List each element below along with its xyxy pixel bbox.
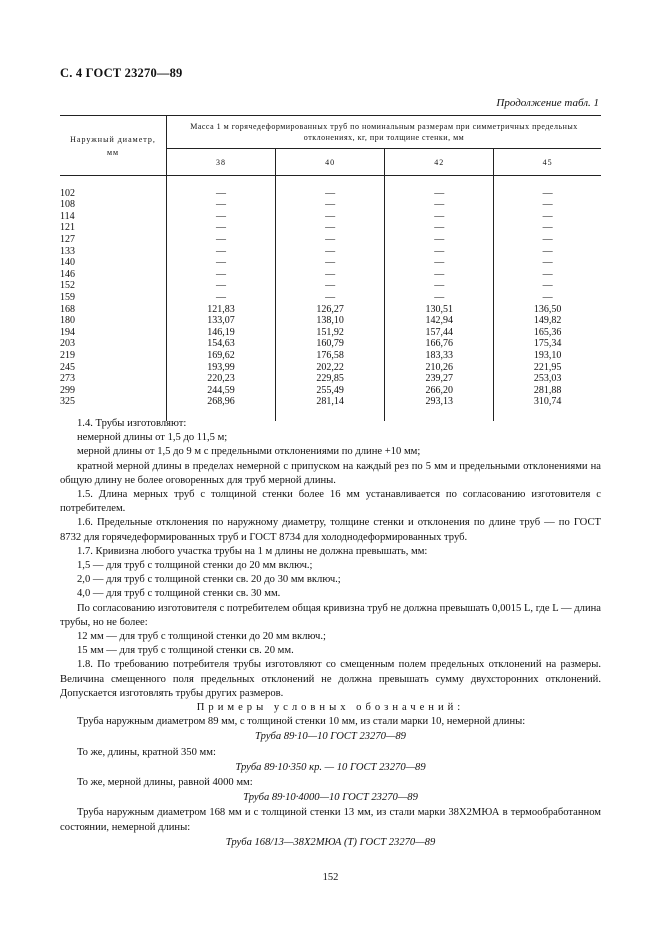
example-3-designation: Труба 89·10·4000—10 ГОСТ 23270—89 xyxy=(243,792,418,804)
mass-cell: 220,23 xyxy=(167,373,276,385)
total-curvature-item-1: 12 мм — для труб с толщиной стенки до 20 мм включ.; xyxy=(77,631,326,643)
page-number: 152 xyxy=(322,872,339,883)
mass-cell: 176,58 xyxy=(276,350,385,362)
table-row xyxy=(60,373,601,385)
table-row xyxy=(60,362,601,374)
mass-cell: 175,34 xyxy=(533,338,562,350)
mass-cell: 202,22 xyxy=(276,362,385,374)
table-row xyxy=(60,234,601,246)
curvature-item-2: 2,0 — для труб с толщиной стенки св. 20 до 30 мм включ.; xyxy=(77,574,341,586)
mass-cell: 146,19 xyxy=(167,327,276,339)
total-curvature-item-2: 15 мм — для труб с толщиной стенки св. 20 мм. xyxy=(77,645,294,657)
mass-cell: 130,51 xyxy=(385,304,494,316)
diameter-cell: 102 xyxy=(60,188,167,200)
body-text xyxy=(60,417,601,851)
diameter-cell: 245 xyxy=(60,362,167,374)
mass-cell: 154,63 xyxy=(167,338,276,350)
mass-cell: — xyxy=(167,188,276,200)
example-4-designation: Труба 168/13—38Х2МЮА (Т) ГОСТ 23270—89 xyxy=(225,836,436,848)
paragraph-nonmeasured-length: немерной длины от 1,5 до 11,5 м; xyxy=(77,432,228,444)
mass-cell: — xyxy=(276,211,385,223)
mass-cell: 266,20 xyxy=(385,385,494,397)
mass-cell: — xyxy=(542,257,553,269)
mass-cell: — xyxy=(385,211,494,223)
table-row xyxy=(60,211,601,223)
curvature-item-3: 4,0 — для труб с толщиной стенки св. 30 мм. xyxy=(77,588,281,600)
diameter-cell: 203 xyxy=(60,338,167,350)
mass-table-body xyxy=(60,176,601,421)
mass-cell: — xyxy=(385,246,494,258)
mass-cell: 183,33 xyxy=(385,350,494,362)
wall-thickness-header: 42 xyxy=(385,149,494,176)
wall-thickness-header: 45 xyxy=(494,149,601,176)
diameter-cell: 146 xyxy=(60,269,167,281)
diameter-cell: 299 xyxy=(60,385,167,397)
mass-cell: — xyxy=(276,222,385,234)
diameter-cell: 127 xyxy=(60,234,167,246)
paragraph-total-curvature: По согласованию изготовителя с потребителем общая кривизна труб не должна превышать 0,0015 L, где L — длина трубы, но не более: xyxy=(60,602,601,628)
table-row xyxy=(60,188,601,200)
table-row xyxy=(60,199,601,211)
example-1-designation: Труба 89·10—10 ГОСТ 23270—89 xyxy=(255,731,406,743)
mass-cell: — xyxy=(276,269,385,281)
mass-cell: 310,74 xyxy=(533,396,562,408)
paragraph-1-6: 1.6. Предельные отклонения по наружному диаметру, толщине стенки и отклонения по длине труб — по ГОСТ 8732 для горячедеформированных труб и ГОСТ 8734 для холоднодеформированных труб. xyxy=(60,517,601,543)
mass-cell: — xyxy=(167,199,276,211)
mass-cell: 166,76 xyxy=(385,338,494,350)
diameter-cell: 194 xyxy=(60,327,167,339)
mass-cell: — xyxy=(385,257,494,269)
mass-cell: — xyxy=(385,292,494,304)
mass-cell: — xyxy=(385,199,494,211)
mass-cell: 253,03 xyxy=(533,373,562,385)
diameter-cell: 168 xyxy=(60,304,167,316)
mass-cell: — xyxy=(542,222,553,234)
paragraph-multiple-length: кратной мерной длины в пределах немерной с припуском на каждый рез по 5 мм и предельными отклонениями на общую длину не более оговоренных для труб мерной длины. xyxy=(60,460,601,486)
mass-cell: 160,79 xyxy=(276,338,385,350)
mass-cell: — xyxy=(542,268,553,280)
table-row xyxy=(60,304,601,316)
mass-cell: 138,10 xyxy=(276,315,385,327)
mass-cell: 210,26 xyxy=(385,362,494,374)
diameter-cell: 180 xyxy=(60,315,167,327)
example-2-text: То же, длины, кратной 350 мм: xyxy=(77,746,216,758)
mass-cell: — xyxy=(385,188,494,200)
mass-cell: 133,07 xyxy=(167,315,276,327)
paragraph-1-7: 1.7. Кривизна любого участка трубы на 1 м длины не должна превышать, мм: xyxy=(77,545,428,557)
table-spacer-row xyxy=(60,176,601,188)
diameter-cell: 159 xyxy=(60,292,167,304)
table-row xyxy=(60,280,601,292)
mass-cell: 268,96 xyxy=(167,396,276,408)
paragraph-1-5: 1.5. Длина мерных труб с толщиной стенки более 16 мм устанавливается по согласованию изготовителя с потребителем. xyxy=(60,489,601,515)
mass-table xyxy=(60,115,601,421)
mass-cell: 281,88 xyxy=(533,384,562,396)
mass-cell: — xyxy=(276,257,385,269)
example-1-text: Труба наружным диаметром 89 мм, с толщиной стенки 10 мм, из стали марки 10, немерной длины: xyxy=(77,716,526,728)
diameter-column-header: Наружный диаметр, мм xyxy=(60,116,167,176)
diameter-cell: 219 xyxy=(60,350,167,362)
mass-cell: 136,50 xyxy=(533,303,562,315)
table-continuation-label: Продолжение табл. 1 xyxy=(496,97,599,109)
mass-cell: 255,49 xyxy=(276,385,385,397)
table-row xyxy=(60,327,601,339)
diameter-cell: 325 xyxy=(60,396,167,408)
mass-cell: — xyxy=(542,210,553,222)
mass-cell: 126,27 xyxy=(276,304,385,316)
wall-thickness-header: 38 xyxy=(167,149,276,176)
table-row xyxy=(60,222,601,234)
mass-cell: — xyxy=(276,292,385,304)
diameter-cell: 108 xyxy=(60,199,167,211)
mass-cell: 142,94 xyxy=(385,315,494,327)
diameter-cell: 114 xyxy=(60,211,167,223)
mass-cell: — xyxy=(542,245,553,257)
diameter-cell: 140 xyxy=(60,257,167,269)
table-row xyxy=(60,246,601,258)
mass-cell: — xyxy=(542,187,553,199)
mass-cell: 149,82 xyxy=(533,315,562,327)
mass-cell: — xyxy=(167,269,276,281)
diameter-cell: 273 xyxy=(60,373,167,385)
mass-cell: — xyxy=(385,280,494,292)
mass-cell: 121,83 xyxy=(167,304,276,316)
table-row xyxy=(60,350,601,362)
table-row xyxy=(60,315,601,327)
table-row xyxy=(60,385,601,397)
mass-cell: — xyxy=(542,291,553,303)
mass-cell: — xyxy=(542,280,553,292)
table-row xyxy=(60,257,601,269)
mass-cell: — xyxy=(542,233,553,245)
mass-cell: — xyxy=(276,234,385,246)
paragraph-1-4: 1.4. Трубы изготовляют: xyxy=(77,418,187,429)
table-row xyxy=(60,338,601,350)
mass-cell: 169,62 xyxy=(167,350,276,362)
mass-cell: — xyxy=(167,292,276,304)
example-2-designation: Труба 89·10·350 кр. — 10 ГОСТ 23270—89 xyxy=(235,761,426,773)
mass-cell: 165,36 xyxy=(533,326,562,338)
example-4-text: Труба наружным диаметром 168 мм и с толщиной стенки 13 мм, из стали марки 38Х2МЮА в термообработанном состоянии, немерной длины: xyxy=(60,807,601,833)
mass-cell: — xyxy=(276,280,385,292)
mass-group-header: Масса 1 м горячедеформированных труб по номинальным размерам при симметричных предельных отклонениях, кг, при толщине стенки, мм xyxy=(167,116,602,149)
mass-cell: — xyxy=(167,234,276,246)
mass-cell: 293,13 xyxy=(385,396,494,408)
mass-cell: 229,85 xyxy=(276,373,385,385)
diameter-cell: 121 xyxy=(60,222,167,234)
mass-cell: 281,14 xyxy=(276,396,385,408)
mass-cell: 221,95 xyxy=(533,361,562,373)
example-3-text: То же, мерной длины, равной 4000 мм: xyxy=(77,777,253,789)
mass-cell: — xyxy=(385,234,494,246)
curvature-item-1: 1,5 — для труб с толщиной стенки до 20 мм включ.; xyxy=(77,560,313,572)
diameter-cell: 133 xyxy=(60,246,167,258)
mass-cell: 193,99 xyxy=(167,362,276,374)
mass-cell: — xyxy=(167,280,276,292)
mass-cell: — xyxy=(542,199,553,211)
mass-cell: — xyxy=(385,269,494,281)
mass-cell: 239,27 xyxy=(385,373,494,385)
table-row xyxy=(60,292,601,304)
mass-cell: — xyxy=(276,199,385,211)
mass-cell: — xyxy=(167,246,276,258)
mass-cell: 157,44 xyxy=(385,327,494,339)
mass-cell: 193,10 xyxy=(533,349,562,361)
mass-cell: — xyxy=(167,211,276,223)
mass-cell: — xyxy=(385,222,494,234)
wall-thickness-header: 40 xyxy=(276,149,385,176)
table-row xyxy=(60,269,601,281)
diameter-cell: 152 xyxy=(60,280,167,292)
mass-cell: — xyxy=(276,188,385,200)
table-row xyxy=(60,396,601,408)
paragraph-1-8: 1.8. По требованию потребителя трубы изготовляют со смещенным полем предельных отклонений на размеры. Величина смещенного поля предельных отклонений не должна превышать сумму двухсторонних отклонений. Допускается изготовлять трубы других размеров. xyxy=(60,659,601,699)
page-header: С. 4 ГОСТ 23270—89 xyxy=(60,66,183,80)
mass-cell: 151,92 xyxy=(276,327,385,339)
mass-cell: — xyxy=(167,222,276,234)
mass-cell: — xyxy=(276,246,385,258)
mass-cell: 244,59 xyxy=(167,385,276,397)
examples-title: Примеры условных обозначений: xyxy=(196,702,465,714)
paragraph-measured-length: мерной длины от 1,5 до 9 м с предельными отклонениями по длине +10 мм; xyxy=(77,446,421,458)
mass-cell: — xyxy=(167,257,276,269)
